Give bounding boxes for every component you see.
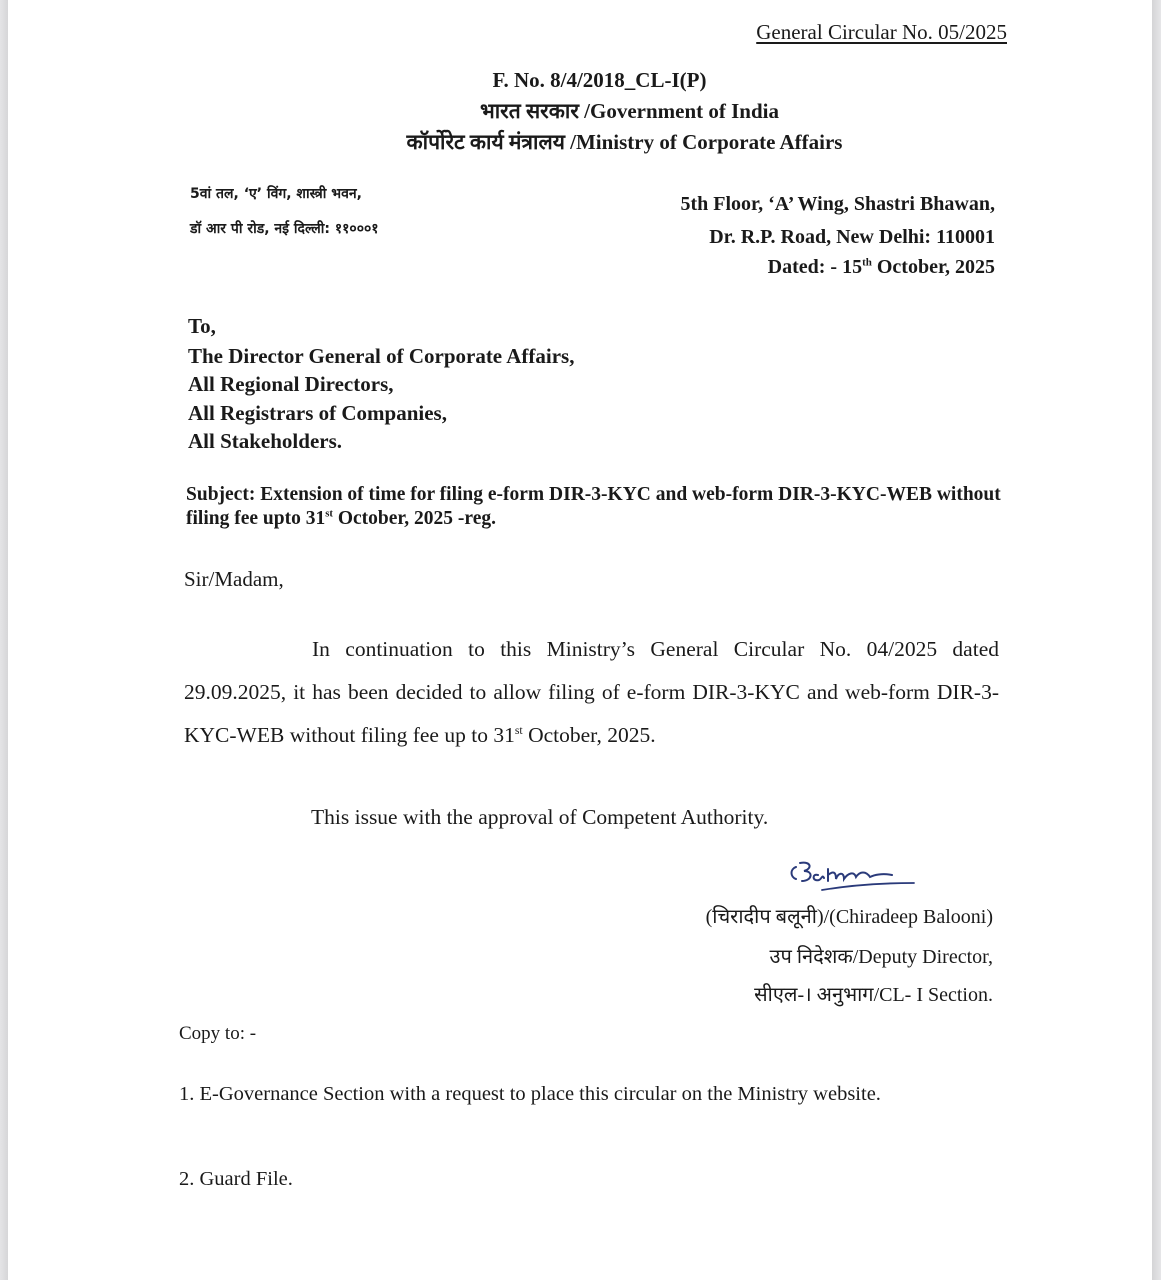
page-edge-right	[1152, 0, 1161, 1280]
signatory-designation: उप निदेशक/Deputy Director,	[769, 946, 993, 968]
signatory-section: सीएल-। अनुभाग/CL- I Section.	[754, 984, 993, 1006]
body-prefix: In continuation to this Ministry’s General Circular No. 04/2025 dated 29.09.2025, it has been decided to allow filing of e-form DIR-3-KYC and web-form DIR-3-KYC-WEB without filing fee up to 31	[184, 637, 999, 747]
subject-ordinal: st	[325, 507, 333, 520]
file-number: F. No. 8/4/2018_CL-I(P)	[492, 68, 707, 92]
circular-number: General Circular No. 05/2025	[756, 20, 1007, 44]
copy-to-item: 2. Guard File.	[179, 1168, 293, 1190]
to-label: To,	[188, 314, 216, 338]
body-paragraph	[184, 628, 999, 757]
body-ordinal: st	[514, 722, 523, 737]
hindi-address-line1: 5वां तल, ‘ए’ विंग, शास्त्री भवन,	[190, 186, 362, 202]
government-heading: भारत सरकार /Government of India	[479, 99, 780, 123]
recipient-line: All Regional Directors,	[188, 372, 394, 396]
approval-statement: This issue with the approval of Competent Authority.	[311, 805, 769, 829]
ministry-heading: कॉर्पोरेट कार्य मंत्रालय /Ministry of Corporate Affairs	[406, 130, 843, 154]
recipient-line: All Stakeholders.	[188, 429, 343, 453]
salutation: Sir/Madam,	[184, 567, 284, 591]
subject-suffix: October, 2025 -reg.	[332, 508, 496, 529]
signature-image	[782, 855, 922, 895]
copy-to-item: 1. E-Governance Section with a request to place this circular on the Ministry website.	[179, 1083, 881, 1105]
hindi-address-line2: डॉ आर पी रोड, नई दिल्ली: ११०००१	[190, 221, 379, 237]
subject-prefix: Subject: Extension of time for filing e-form DIR-3-KYC and web-form DIR-3-KYC-WEB without filing fee upto 31	[186, 484, 1001, 529]
subject-line	[186, 483, 1006, 531]
dated-suffix: October, 2025	[871, 256, 995, 278]
dated-prefix: Dated: - 15	[767, 256, 863, 278]
dated-ordinal: th	[862, 256, 872, 269]
recipient-line: All Registrars of Companies,	[188, 401, 447, 425]
dated-line	[768, 256, 995, 279]
copy-to-label: Copy to: -	[179, 1023, 257, 1044]
page-edge-left	[0, 0, 8, 1280]
english-address-line1: 5th Floor, ‘A’ Wing, Shastri Bhawan,	[680, 193, 995, 215]
body-suffix: October, 2025.	[522, 723, 656, 747]
english-address-line2: Dr. R.P. Road, New Delhi: 110001	[709, 226, 995, 248]
recipient-line: The Director General of Corporate Affairs,	[188, 344, 575, 368]
signatory-name: (चिरादीप बलूनी)/(Chiradeep Balooni)	[705, 906, 993, 928]
